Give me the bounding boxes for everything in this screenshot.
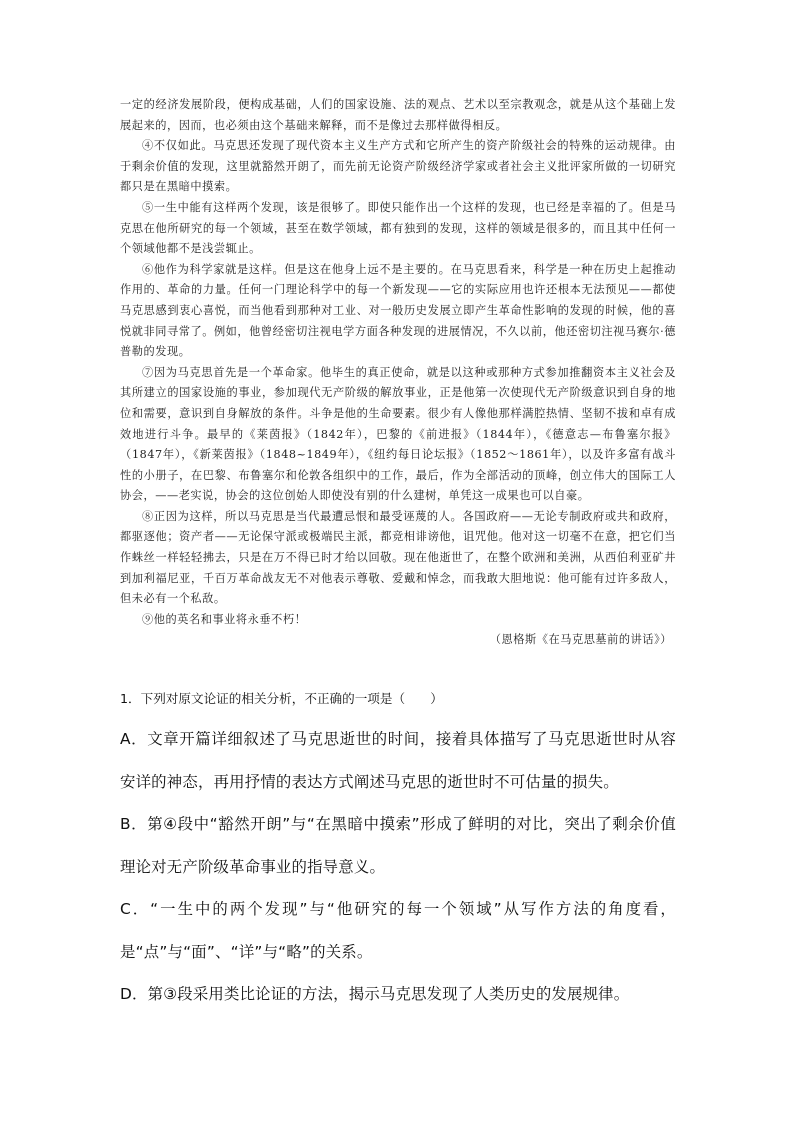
option-a[interactable]: A．文章开篇详细叙述了马克思逝世的时间，接着具体描写了马克思逝世时从容安详的神态，再用抒情的表达方式阐述马克思的逝世时不可估量的损失。 xyxy=(120,730,676,791)
passage-paragraph-8: ⑧正因为这样，所以马克思是当代最遭忌恨和最受诬蔑的人。各国政府——无论专制政府或共和政府，都驱逐他；资产者——无论保守派或极端民主派，都竞相诽谤他，诅咒他。他对这一切毫不在意，把它们当作蛛丝一样轻轻拂去，只是在万不得已时才给以回敬。现在他逝世了，在整个欧洲和美洲，从西伯利亚矿井到加利福尼亚，千百万革命战友无不对他表示尊敬、爱戴和悼念，而我敢大胆地说：他可能有过许多敌人，但未必有一个私敌。 xyxy=(120,509,676,606)
option-b[interactable]: B．第④段中“豁然开朗”与“在黑暗中摸索”形成了鲜明的对比，突出了剩余价值理论对无产阶级革命事业的指导意义。 xyxy=(120,815,676,876)
passage-paragraph-9: ⑨他的英名和事业将永垂不朽！ xyxy=(142,612,307,626)
question-block xyxy=(120,688,676,1016)
passage-paragraph-7: ⑦因为马克思首先是一个革命家。他毕生的真正使命，就是以这种或那种方式参加推翻资本主义社会及其所建立的国家设施的事业，参加现代无产阶级的解放事业，正是他第一次使现代无产阶级意识到自身的地位和需要，意识到自身解放的条件。斗争是他的生命要素。很少有人像他那样满腔热情、坚韧不拔和卓有成效地进行斗争。最早的《莱茵报》（1842年），巴黎的《前进报》（1844年），《德意志—布鲁塞尔报》（1847年），《新莱茵报》（1848~1849年），《纽约每日论坛报》（1852～1861年），以及许多富有战斗性的小册子，在巴黎、布鲁塞尔和伦敦各组织中的工作，最后，作为全部活动的顶峰，创立伟大的国际工人协会，——老实说，协会的这位创始人即使没有别的什么建树，单凭这一成果也可以自豪。 xyxy=(120,365,676,503)
passage-paragraph-4: ④不仅如此。马克思还发现了现代资本主义生产方式和它所产生的资产阶级社会的特殊的运动规律。由于剩余价值的发现，这里就豁然开朗了，而先前无论资产阶级经济学家或者社会主义批评家所做的一切研究都只是在黑暗中摸索。 xyxy=(120,139,676,194)
option-c[interactable]: C．“一生中的两个发现”与“他研究的每一个领域”从写作方法的角度看，是“点”与“面”、“详”与“略”的关系。 xyxy=(120,900,676,961)
option-d[interactable]: D．第③段采用类比论证的方法，揭示马克思发现了人类历史的发展规律。 xyxy=(120,985,630,1003)
passage-paragraph-6: ⑥他作为科学家就是这样。但是这在他身上远不是主要的。在马克思看来，科学是一种在历史上起推动作用的、革命的力量。任何一门理论科学中的每一个新发现——它的实际应用也许还根本无法预见——都使马克思感到衷心喜悦，而当他看到那种对工业、对一般历史发展立即产生革命性影响的发现的时候，他的喜悦就非同寻常了。例如，他曾经密切注视电学方面各种发现的进展情况，不久以前，他还密切注视马赛尔·德普勒的发现。 xyxy=(120,262,676,359)
reading-passage xyxy=(120,95,676,651)
passage-paragraph: 一定的经济发展阶段，便构成基础，人们的国家设施、法的观点、艺术以至宗教观念，就是从这个基础上发展起来的，因而，也必须由这个基础来解释，而不是像过去那样做得相反。 xyxy=(120,98,676,132)
passage-paragraph-5: ⑤一生中能有这样两个发现，该是很够了。即使只能作出一个这样的发现，也已经是幸福的了。但是马克思在他所研究的每一个领域，甚至在数学领域，都有独到的发现，这样的领域是很多的，而且其中任何一个领域他都不是浅尝辄止。 xyxy=(120,200,676,256)
question-stem: 1．下列对原文论证的相关分析，不正确的一项是（ ） xyxy=(120,691,443,706)
passage-source: （恩格斯《在马克思墓前的讲话》） xyxy=(489,633,672,647)
